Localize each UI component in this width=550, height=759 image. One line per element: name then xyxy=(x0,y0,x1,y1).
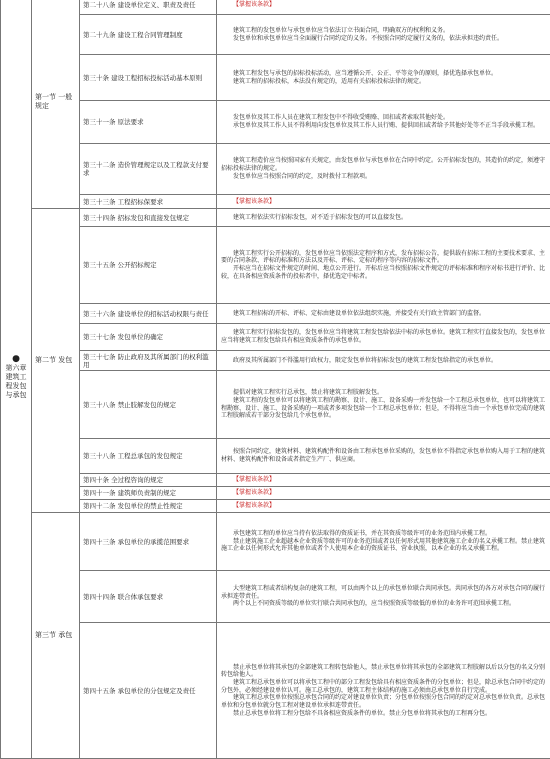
table-body xyxy=(1,0,550,759)
article-text xyxy=(217,304,550,324)
table-row xyxy=(1,571,550,623)
article-text xyxy=(217,101,550,144)
text-paragraph: 建筑工程的发包单位可以将建筑工程的勘察、设计、施工、设备采购一并发包给一个工程总承包单位，也可以将建筑工程勘察、设计、施工、设备采购的一项或者多项发包给一个工程总承包单位；但是，不得将应当由一个承包单位完成的建筑工程肢解成若干部分发包给几个承包单位。 xyxy=(221,397,546,420)
text-paragraph: 建筑工程造价应当按照国家有关规定，由发包单位与承包单位在合同中约定。公开招标发包的，其造价的约定，须遵守招标投标法律的规定。 xyxy=(221,157,546,172)
article-label: 第四十三条 承包单位的承揽范围要求 xyxy=(80,513,217,571)
text-paragraph: 【掌握该条款】 xyxy=(221,476,546,484)
article-label: 第三十八条 工程总承包的发包规定 xyxy=(80,439,217,474)
table-row xyxy=(1,371,550,439)
article-label: 第三十三条 工程招标保要求 xyxy=(80,195,217,209)
text-paragraph: 大型建筑工程或者结构复杂的建筑工程，可以由两个以上的承包单位联合共同承包。共同承包的各方对承包合同的履行承担连带责任。 xyxy=(221,585,546,600)
article-label: 第三十二条 造价管理规定以及工程款支付要求 xyxy=(80,144,217,195)
section-fabao: 第二节 发包 xyxy=(32,209,80,513)
text-paragraph: 政府及其所属部门不得滥用行政权力，限定发包单位将招标发包的建筑工程发包给指定的承包单位。 xyxy=(221,357,546,365)
article-text xyxy=(217,487,550,500)
article-text xyxy=(217,351,550,371)
table-row xyxy=(1,439,550,474)
table-row xyxy=(1,623,550,759)
article-label: 第三十五条 公开招标规定 xyxy=(80,227,217,304)
chapter-title: 第六章 建筑工程发包与承包 xyxy=(6,364,27,399)
article-text xyxy=(217,623,550,759)
text-paragraph: 建筑工程依法实行招标发包，对不适于招标发包的可以直接发包。 xyxy=(221,214,546,222)
text-paragraph: 建筑工程发包与承包的招标投标活动，应当遵循公开、公正、平等竞争的原则，择优选择承包单位。 xyxy=(221,70,546,78)
text-paragraph: 建筑工程实行公开招标的，发包单位应当依照法定程序和方式，发布招标公告，提供载有招标工程的主要技术要求、主要的合同条款、评标的标准和方法以及开标、评标、定标的程序等内容的招标文件。 xyxy=(221,250,546,265)
article-text xyxy=(217,439,550,474)
text-paragraph: 建筑工程总承包单位可以将承包工程中的部分工程发包给具有相应资质条件的分包单位；但是，除总承包合同中约定的分包外，必须经建设单位认可。施工总承包的，建筑工程主体结构的施工必须由总承包单位自行完成。 xyxy=(221,679,546,694)
table-row xyxy=(1,351,550,371)
text-paragraph: 建筑工程的招标投标，本法没有规定的，适用有关招标投标法律的规定。 xyxy=(221,78,546,86)
article-text xyxy=(217,195,550,209)
article-label: 第三十七条 发包单位的确定 xyxy=(80,324,217,351)
text-paragraph: 【掌握该条款】 xyxy=(221,489,546,497)
table-row xyxy=(1,209,550,227)
article-text xyxy=(217,55,550,101)
table-row xyxy=(1,487,550,500)
table-row xyxy=(1,500,550,513)
text-paragraph: 开标应当在招标文件规定的时间、地点公开进行。开标后应当按照招标文件规定的评标标准和程序对标书进行评价、比较，在具备相应资质条件的投标者中，择优选定中标者。 xyxy=(221,265,546,280)
section-general: 第一节 一般规定 xyxy=(32,0,80,209)
text-paragraph: 【掌握该条款】 xyxy=(221,198,546,206)
article-text xyxy=(217,474,550,487)
article-label: 第三十一条 原法要求 xyxy=(80,101,217,144)
article-text xyxy=(217,0,550,15)
article-text xyxy=(217,571,550,623)
article-text xyxy=(217,500,550,513)
text-paragraph: 发包单位应当按照合同的约定，及时拨付工程款项。 xyxy=(221,173,546,181)
text-paragraph: 建筑工程总承包单位按照总承包合同的约定对建设单位负责；分包单位按照分包合同的约定对总承包单位负责。总承包单位和分包单位就分包工程对建设单位承担连带责任。 xyxy=(221,694,546,709)
article-label: 第三十六条 建设单位的招标活动权限与责任 xyxy=(80,304,217,324)
text-paragraph: 提倡对建筑工程实行总承包，禁止将建筑工程肢解发包。 xyxy=(221,389,546,397)
text-paragraph: 禁止承包单位将其承包的全部建筑工程转包给他人，禁止承包单位将其承包的全部建筑工程肢解以后以分包的名义分别转包给他人。 xyxy=(221,664,546,679)
article-label: 第四十四条 联合体承包要求 xyxy=(80,571,217,623)
article-text xyxy=(217,15,550,55)
article-text xyxy=(217,371,550,439)
table-row xyxy=(1,304,550,324)
section-chengbao: 第三节 承包 xyxy=(32,513,80,759)
text-paragraph: 建筑工程实行招标发包的，发包单位应当将建筑工程发包给依法中标的承包单位。建筑工程实行直接发包的，发包单位应当将建筑工程发包给具有相应资质条件的承包单位。 xyxy=(221,329,546,344)
table-row xyxy=(1,227,550,304)
text-paragraph: 按照合同约定，建筑材料、建筑构配件和设备由工程承包单位采购的，发包单位不得指定承包单位购入用于工程的建筑材料、建筑构配件和设备或者指定生产厂、供应商。 xyxy=(221,448,546,463)
table-row xyxy=(1,195,550,209)
text-paragraph: 禁止总承包单位将工程分包给不具备相应资质条件的单位。禁止分包单位将其承包的工程再分包。 xyxy=(221,710,546,718)
article-text xyxy=(217,227,550,304)
text-paragraph: 发包单位和承包单位应当全面履行合同约定的义务。不按照合同约定履行义务的，依法承担违约责任。 xyxy=(221,35,546,43)
article-label: 第四十一条 建筑师负责制的规定 xyxy=(80,487,217,500)
table-row xyxy=(1,55,550,101)
article-label: 第四十条 全过程咨询的规定 xyxy=(80,474,217,487)
article-label: 第四十五条 承包单位的分包规定及责任 xyxy=(80,623,217,759)
article-label: 第三十八条 禁止肢解发包的规定 xyxy=(80,371,217,439)
article-label: 第三十七条 防止政府及其所属部门的权利滥用 xyxy=(80,351,217,371)
table-row xyxy=(1,513,550,571)
article-text xyxy=(217,513,550,571)
article-label: 第四十二条 发包单位的禁止性规定 xyxy=(80,500,217,513)
article-text xyxy=(217,209,550,227)
text-paragraph: 发包单位及其工作人员在建筑工程发包中不得收受贿赂、回扣或者索取其他好处。 xyxy=(221,114,546,122)
text-paragraph: 建筑工程招标的开标、评标、定标由建设单位依法组织实施，并接受有关行政主管部门的监督。 xyxy=(221,310,546,318)
table-row xyxy=(1,144,550,195)
text-paragraph: 两个以上不同资质等级的单位实行联合共同承包的，应当按照资质等级低的单位的业务许可范围承揽工程。 xyxy=(221,600,546,608)
text-paragraph: 【掌握该条款】 xyxy=(221,502,546,510)
text-paragraph: 建筑工程的发包单位与承包单位应当依法订立书面合同，明确双方的权利和义务。 xyxy=(221,27,546,35)
text-paragraph: 承包建筑工程的单位应当持有依法取得的资质证书，并在其资质等级许可的业务范围内承揽工程。 xyxy=(221,530,546,538)
text-paragraph: 承包单位及其工作人员不得利用向发包单位及其工作人员行贿、提供回扣或者给予其他好处等不正当手段承揽工程。 xyxy=(221,122,546,130)
table-row xyxy=(1,15,550,55)
table-row xyxy=(1,474,550,487)
article-label: 第三十条 建设工程招标投标活动基本原则 xyxy=(80,55,217,101)
article-label: 第二十九条 建设工程合同管理制度 xyxy=(80,15,217,55)
table-row xyxy=(1,324,550,351)
chapter-cell xyxy=(1,0,32,759)
article-label: 第二十八条 建设单位定义、职责及责任 xyxy=(80,0,217,15)
article-label: 第三十四条 招标发包和直接发包规定 xyxy=(80,209,217,227)
article-text xyxy=(217,324,550,351)
text-paragraph: 【掌握该条款】 xyxy=(221,1,546,9)
bullet-icon: ● xyxy=(3,354,29,364)
table-row xyxy=(1,0,550,15)
table-row xyxy=(1,101,550,144)
article-text xyxy=(217,144,550,195)
text-paragraph: 禁止建筑施工企业超越本企业资质等级许可的业务范围或者以任何形式用其他建筑施工企业的名义承揽工程。禁止建筑施工企业以任何形式允许其他单位或者个人使用本企业的资质证书、营业执照，以本企业的名义承揽工程。 xyxy=(221,538,546,553)
